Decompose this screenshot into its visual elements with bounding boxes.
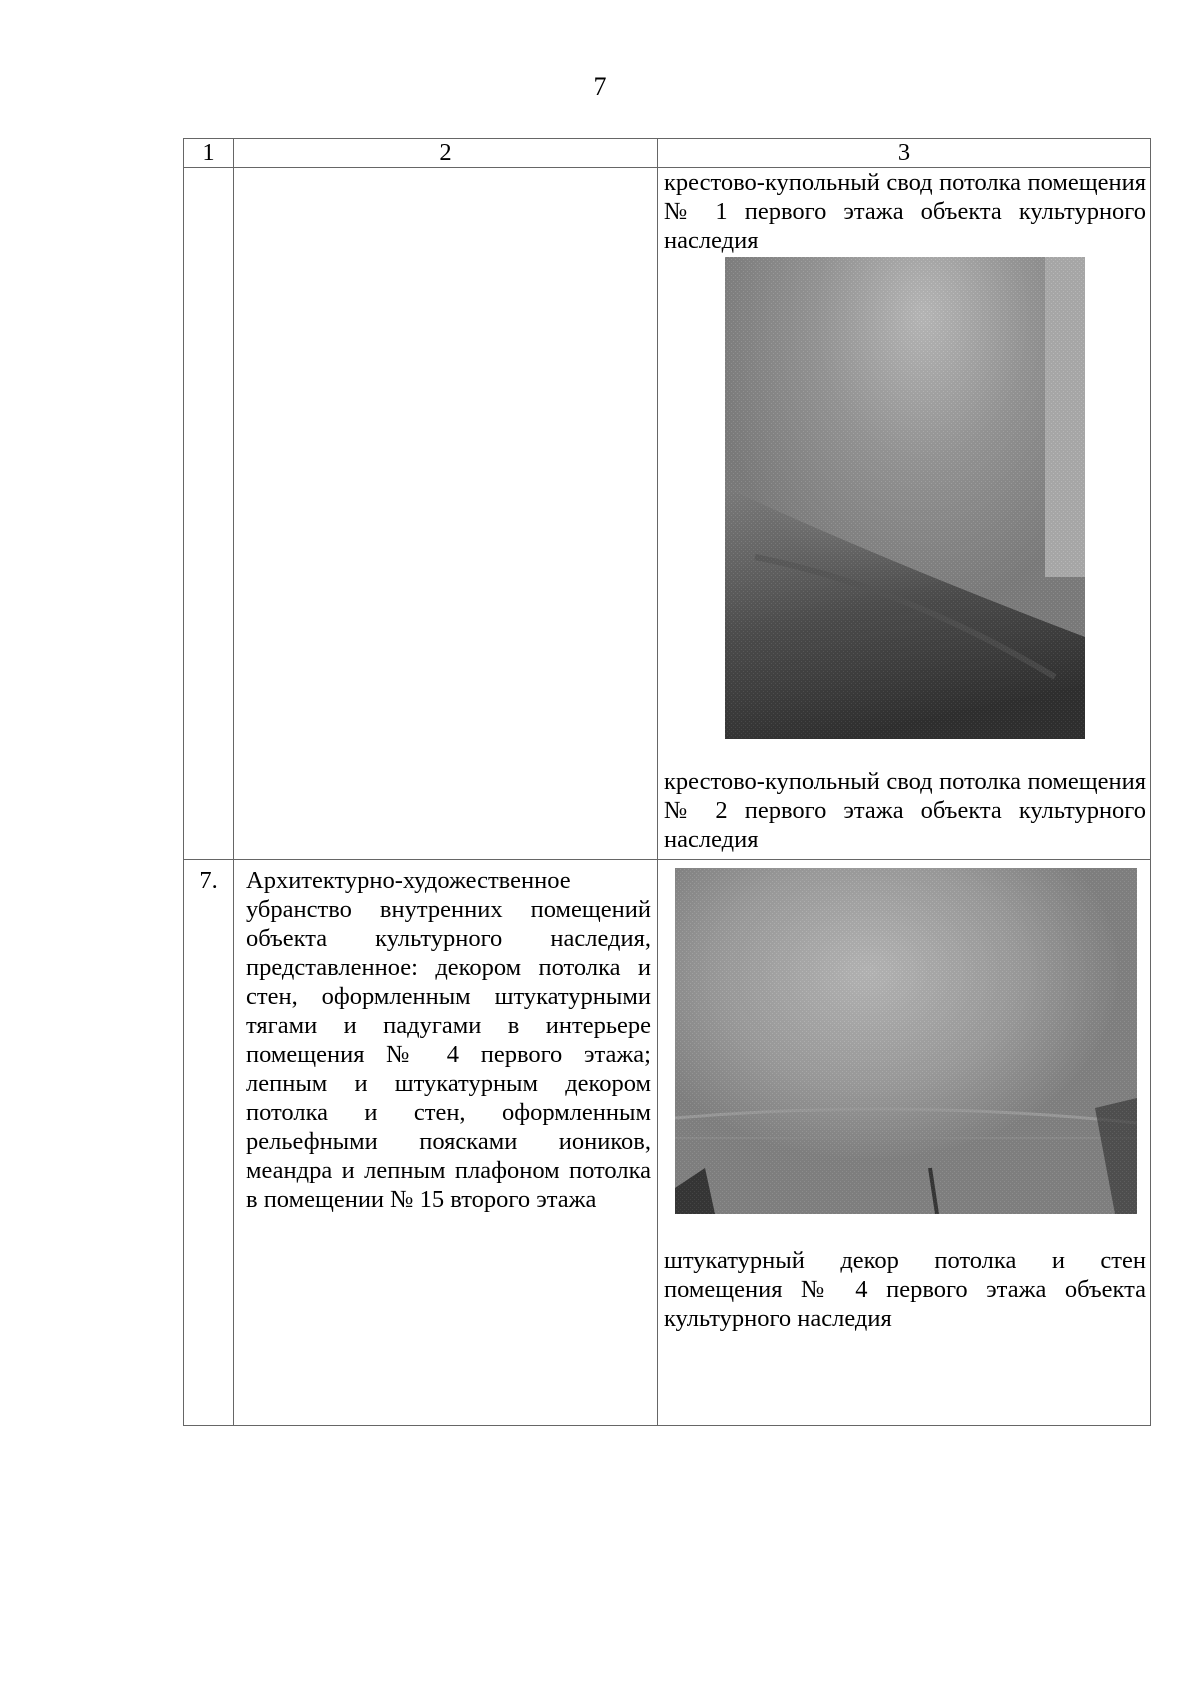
photo-caption-2: крестово-купольный свод потолка помещения № 2 первого этажа объекта культурного наследия (664, 768, 1146, 853)
photo-cell (658, 860, 1151, 1426)
row-description: Архитектурно-художественное убранство внутренних помещений объекта культурного наследия, представленное: декором потолка и стен, оформленным штукатурными тягами и падугами в интерьере помещения № 4 первого этажа; лепным и штукатурным декором потолка и стен, оформленным рельефными поясками иоников, меандра и лепным плафоном потолка в помещении № 15 второго этажа (234, 860, 658, 1426)
ceiling-decor-photo (675, 868, 1137, 1214)
table-row-continuation (184, 168, 1151, 860)
photo-caption-3: штукатурный декор потолка и стен помещения № 4 первого этажа объекта культурного наследия (664, 1247, 1146, 1332)
photo-icon (725, 257, 1085, 739)
column-header-1: 1 (184, 139, 234, 168)
description-cell (234, 168, 658, 860)
column-header-2: 2 (234, 139, 658, 168)
ceiling-vault-photo-1 (725, 257, 1085, 739)
page-number: 7 (593, 72, 607, 101)
column-header-3: 3 (658, 139, 1151, 168)
heritage-table (183, 138, 1151, 1426)
photo-cell (658, 168, 1151, 860)
photo-caption-1: крестово-купольный свод потолка помещения № 1 первого этажа объекта культурного наследия (664, 169, 1146, 254)
table-row-7 (184, 860, 1151, 1426)
table-header-row (184, 139, 1151, 168)
row-number: 7. (184, 860, 234, 1426)
photo-icon (675, 868, 1137, 1214)
row-number-cell (184, 168, 234, 860)
